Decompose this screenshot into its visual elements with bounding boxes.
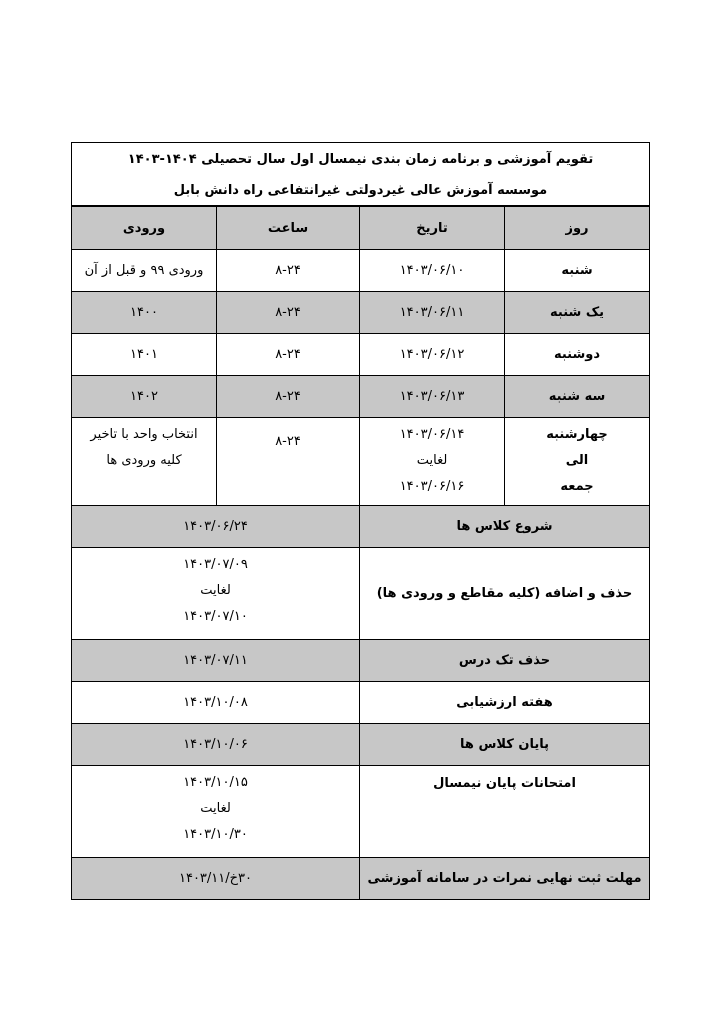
add-drop-value [72,548,360,640]
hour-cell: ۸-۲۴ [217,334,360,376]
add-drop-label: حذف و اضافه (کلیه مقاطع و ورودی ها) [360,548,650,640]
add-drop-line-3: ۱۴۰۳/۰۷/۱۰ [183,609,248,624]
late-date-cell [360,418,505,506]
grades-row [72,858,650,900]
exams-row [72,766,650,858]
class-start-row [72,506,650,548]
header-hour: ساعت [217,206,360,250]
exams-line-3: ۱۴۰۳/۱۰/۳۰ [183,827,248,842]
hour-cell: ۸-۲۴ [217,292,360,334]
table-row [72,292,650,334]
late-registration-row [72,418,650,506]
exams-line-2: لغایت [200,801,231,816]
single-drop-value: ۱۴۰۳/۰۷/۱۱ [72,640,360,682]
date-cell: ۱۴۰۳/۰۶/۱۳ [360,376,505,418]
title-line-2: موسسه آموزش عالی غیردولتی غیرانتفاعی راه دانش بابل [72,175,650,206]
title-line-1: تقویم آموزشی و برنامه زمان بندی نیمسال اول سال تحصیلی ۱۴۰۴-۱۴۰۳ [72,143,650,176]
exams-label: امتحانات پایان نیمسال [360,766,650,858]
late-hour-cell: ۸-۲۴ [217,418,360,506]
evaluation-label: هفته ارزشیابی [360,682,650,724]
entry-cell: ۱۴۰۲ [72,376,217,418]
class-end-label: پایان کلاس ها [360,724,650,766]
add-drop-line-2: لغایت [200,583,231,598]
calendar-table [71,142,650,900]
day-cell: شنبه [505,250,650,292]
day-cell: یک شنبه [505,292,650,334]
hour-cell: ۸-۲۴ [217,250,360,292]
hour-cell: ۸-۲۴ [217,376,360,418]
grades-label: مهلت ثبت نهایی نمرات در سامانه آموزشی [360,858,650,900]
class-end-row [72,724,650,766]
single-drop-row [72,640,650,682]
day-cell: دوشنبه [505,334,650,376]
late-entry-cell [72,418,217,506]
date-cell: ۱۴۰۳/۰۶/۱۱ [360,292,505,334]
add-drop-row [72,548,650,640]
class-start-label: شروع کلاس ها [360,506,650,548]
entry-cell: ۱۴۰۰ [72,292,217,334]
late-day-line-3: جمعه [560,479,594,494]
date-cell: ۱۴۰۳/۰۶/۱۰ [360,250,505,292]
table-row [72,334,650,376]
late-entry-line-1: انتخاب واحد با تاخیر [90,427,198,442]
add-drop-line-1: ۱۴۰۳/۰۷/۰۹ [183,557,248,572]
exams-value [72,766,360,858]
header-row [72,206,650,250]
class-end-value: ۱۴۰۳/۱۰/۰۶ [72,724,360,766]
entry-cell: ورودی ۹۹ و قبل از آن [72,250,217,292]
exams-line-1: ۱۴۰۳/۱۰/۱۵ [183,775,248,790]
table-row [72,250,650,292]
class-start-value: ۱۴۰۳/۰۶/۲۴ [72,506,360,548]
entry-cell: ۱۴۰۱ [72,334,217,376]
late-date-line-1: ۱۴۰۳/۰۶/۱۴ [399,427,465,442]
header-date: تاریخ [360,206,505,250]
late-day-line-1: چهارشنبه [546,427,608,442]
single-drop-label: حذف تک درس [360,640,650,682]
evaluation-row [72,682,650,724]
late-entry-line-2: کلیه ورودی ها [106,453,182,468]
late-date-line-3: ۱۴۰۳/۰۶/۱۶ [399,479,465,494]
grades-value: ۳۰خ/۱۴۰۳/۱۱ [72,858,360,900]
evaluation-value: ۱۴۰۳/۱۰/۰۸ [72,682,360,724]
day-cell: سه شنبه [505,376,650,418]
late-day-line-2: الی [565,453,589,468]
late-date-line-2: لغایت [416,453,448,468]
header-entry: ورودی [72,206,217,250]
late-day-cell [505,418,650,506]
table-row [72,376,650,418]
header-day: روز [505,206,650,250]
date-cell: ۱۴۰۳/۰۶/۱۲ [360,334,505,376]
